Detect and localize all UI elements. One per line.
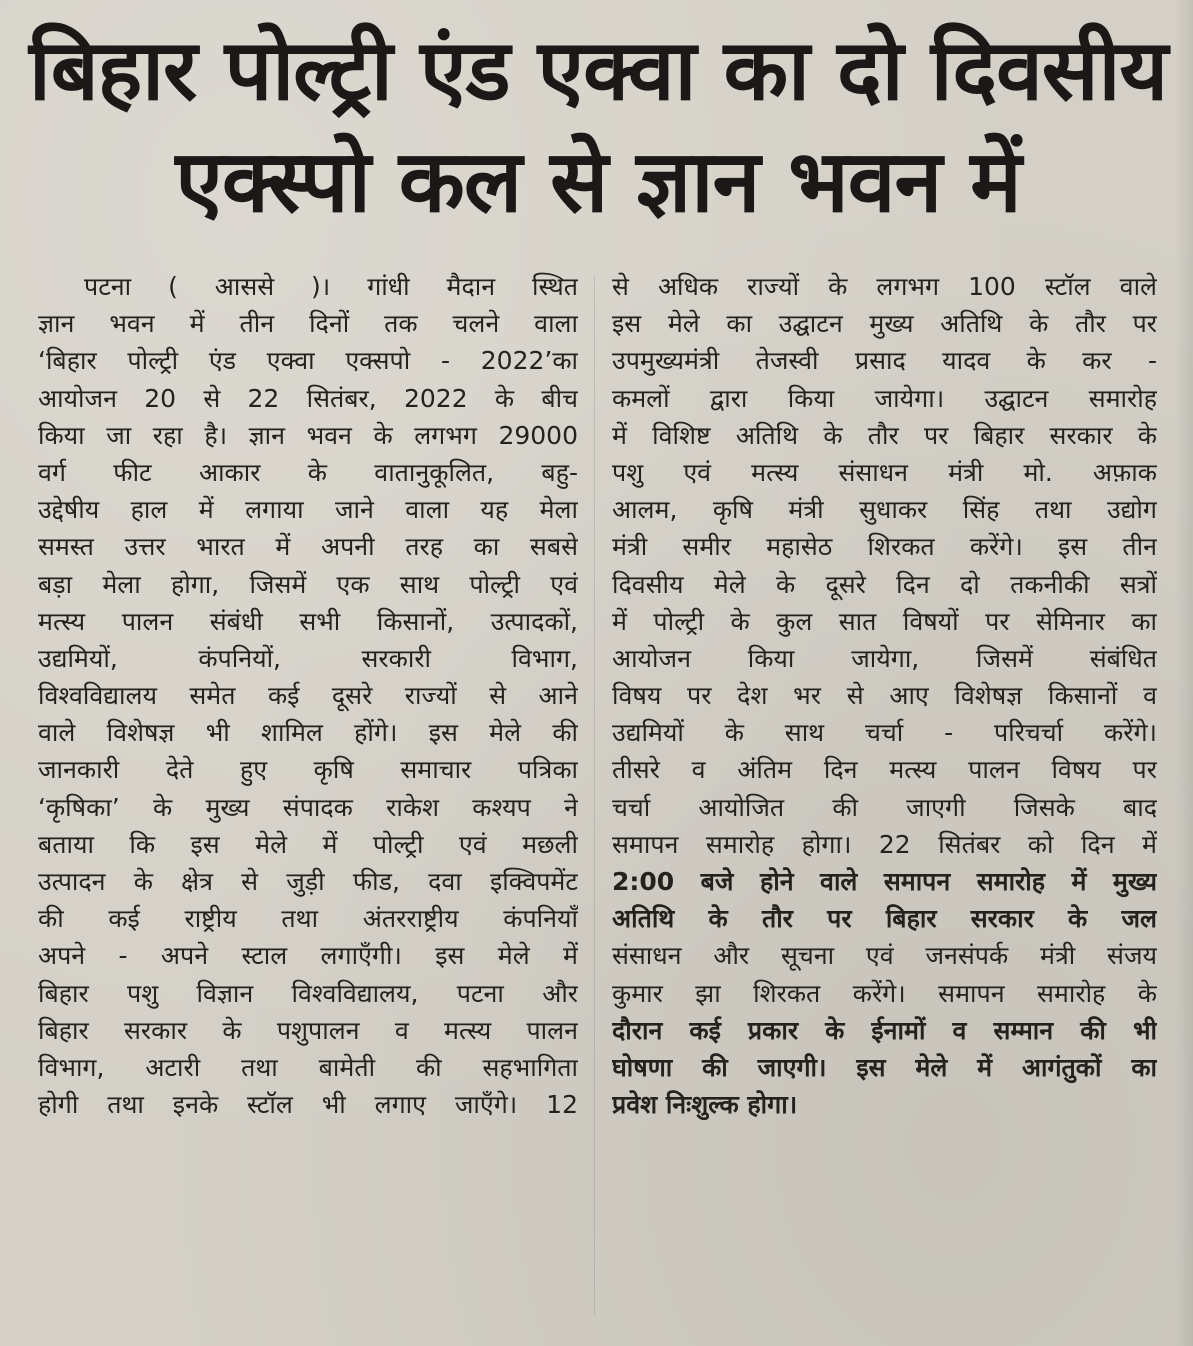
article-line: चर्चा आयोजित की जाएगी जिसके बाद [612, 792, 1157, 822]
article-line: आलम, कृषि मंत्री सुधाकर सिंह तथा उद्योग [612, 495, 1157, 525]
article-line: 2:00 बजे होने वाले समापन समारोह में मुख्य [612, 867, 1157, 896]
article-line: दौरान कई प्रकार के ईनामों व सम्मान की भी [612, 1015, 1157, 1045]
article-line: पटना ( आससे )। गांधी मैदान स्थित [84, 272, 578, 301]
article-line: विषय पर देश भर से आए विशेषज्ञ किसानों व [612, 681, 1157, 711]
article-line: विश्वविद्यालय समेत कई दूसरे राज्यों से आने [38, 681, 578, 711]
article-line: ज्ञान भवन में तीन दिनों तक चलने वाला [38, 309, 578, 339]
column-divider [594, 275, 595, 1315]
article-line: कमलों द्वारा किया जायेगा। उद्घाटन समारोह [612, 383, 1157, 413]
article-line: प्रवेश निःशुल्क होगा। [612, 1090, 798, 1120]
article-line: घोषणा की जाएगी। इस मेले में आगंतुकों का [612, 1052, 1157, 1082]
headline-line-1: बिहार पोल्ट्री एंड एक्वा का दो दिवसीय [28, 21, 1168, 119]
article-line: इस मेले का उद्घाटन मुख्य अतिथि के तौर पर [612, 309, 1157, 339]
article-line: कुमार झा शिरकत करेंगे। समापन समारोह के [612, 978, 1157, 1008]
article-line: ‘बिहार पोल्ट्री एंड एक्वा एक्सपो - 2022’का [38, 346, 578, 376]
article-line: बिहार पशु विज्ञान विश्वविद्यालय, पटना और [38, 978, 578, 1008]
article-line: बिहार सरकार के पशुपालन व मत्स्य पालन [38, 1015, 578, 1045]
article-line: होगी तथा इनके स्टॉल भी लगाए जाएँगे। 12 [38, 1090, 578, 1120]
article-line: की कई राष्ट्रीय तथा अंतरराष्ट्रीय कंपनियाँ [38, 904, 578, 934]
article-line: में पोल्ट्री के कुल सात विषयों पर सेमिनार का [612, 606, 1157, 636]
article-line: आयोजन 20 से 22 सितंबर, 2022 के बीच [38, 383, 578, 413]
article-line: आयोजन किया जायेगा, जिसमें संबंधित [612, 643, 1157, 673]
paper-edge-shade [1175, 0, 1193, 1346]
article-line: बड़ा मेला होगा, जिसमें एक साथ पोल्ट्री एवं [38, 569, 578, 599]
article-line: मत्स्य पालन संबंधी सभी किसानों, उत्पादकों, [38, 606, 578, 636]
article-column-left [38, 268, 578, 1123]
article-column-right [612, 268, 1157, 1123]
article-line: उपमुख्यमंत्री तेजस्वी प्रसाद यादव के कर - [612, 346, 1157, 376]
article-line: जानकारी देते हुए कृषि समाचार पत्रिका [38, 755, 578, 785]
article-line: विभाग, अटारी तथा बामेती की सहभागिता [38, 1052, 578, 1082]
article-line: से अधिक राज्यों के लगभग 100 स्टॉल वाले [612, 272, 1157, 301]
article-line: उत्पादन के क्षेत्र से जुड़ी फीड, दवा इक्विपमेंट [38, 867, 578, 896]
article-line: वाले विशेषज्ञ भी शामिल होंगे। इस मेले की [38, 718, 578, 748]
article-line: में विशिष्ट अतिथि के तौर पर बिहार सरकार के [612, 420, 1157, 450]
article-line: समस्त उत्तर भारत में अपनी तरह का सबसे [38, 532, 578, 562]
article-line: किया जा रहा है। ज्ञान भवन के लगभग 29000 [38, 420, 578, 450]
headline [28, 14, 1168, 238]
article-line: उद्देषीय हाल में लगाया जाने वाला यह मेला [38, 495, 578, 525]
article-line: पशु एवं मत्स्य संसाधन मंत्री मो. अफ़ाक [612, 457, 1157, 487]
article-line: समापन समारोह होगा। 22 सितंबर को दिन में [612, 829, 1157, 859]
article-line: ‘कृषिका’ के मुख्य संपादक राकेश कश्यप ने [38, 792, 578, 822]
article-line: उद्यमियों, कंपनियों, सरकारी विभाग, [38, 643, 578, 673]
article-line: संसाधन और सूचना एवं जनसंपर्क मंत्री संजय [612, 941, 1157, 971]
article-line: वर्ग फीट आकार के वातानुकूलित, बहु- [38, 457, 578, 487]
headline-line-2: एक्स्पो कल से ज्ञान भवन में [175, 132, 1021, 232]
article-line: उद्यमियों के साथ चर्चा - परिचर्चा करेंगे। [612, 718, 1157, 748]
article-line: तीसरे व अंतिम दिन मत्स्य पालन विषय पर [612, 755, 1157, 785]
article-line: दिवसीय मेले के दूसरे दिन दो तकनीकी सत्रों [612, 569, 1157, 599]
article-line: अपने - अपने स्टाल लगाएँगी। इस मेले में [38, 941, 578, 971]
article-line: मंत्री समीर महासेठ शिरकत करेंगे। इस तीन [612, 532, 1157, 562]
article-line: बताया कि इस मेले में पोल्ट्री एवं मछली [38, 829, 578, 859]
article-line: अतिथि के तौर पर बिहार सरकार के जल [612, 904, 1157, 934]
